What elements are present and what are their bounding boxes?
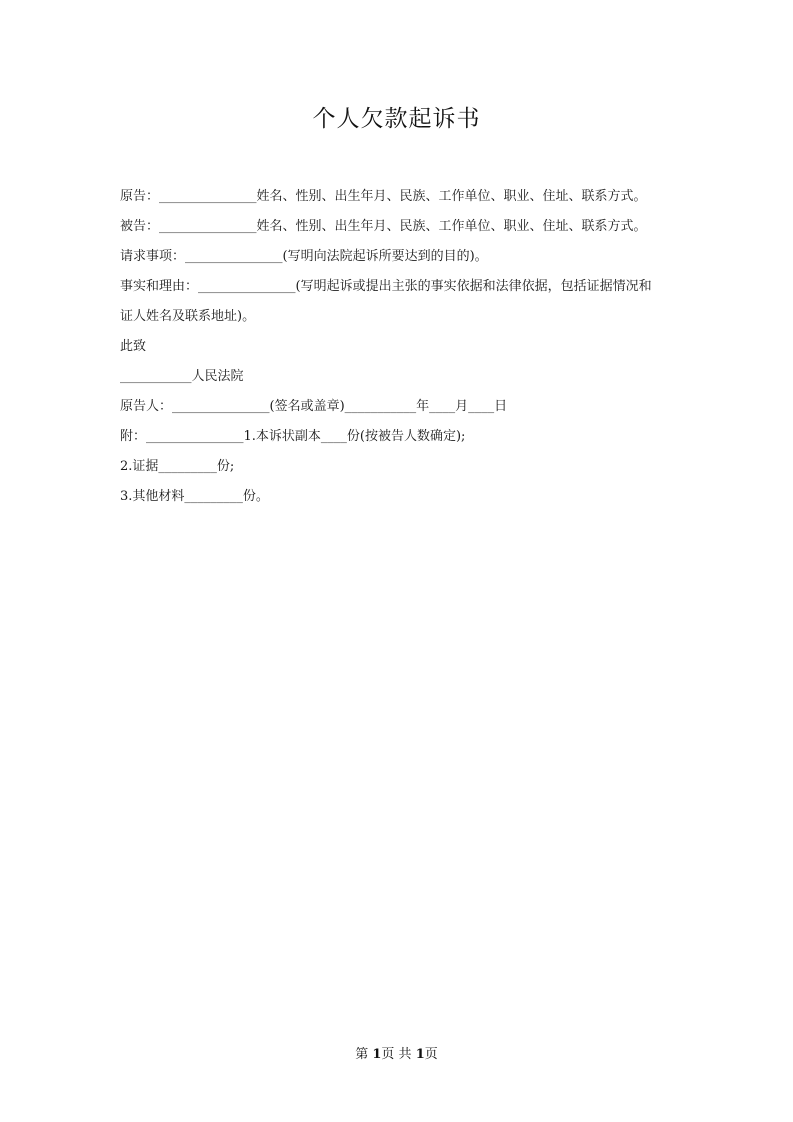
page-prefix: 第 — [355, 1047, 373, 1062]
evidence-line: 2.证据_________份; — [120, 459, 235, 474]
current-page-number: 1 — [372, 1047, 382, 1062]
claims-line: 请求事项：_______________(写明向法院起诉所要达到的目的)。 — [120, 249, 488, 264]
attachment-line: 附：_______________1.本诉状副本____份(按被告人数确定); — [120, 429, 466, 444]
document-body — [120, 182, 680, 512]
facts-reasons-continuation-line: 证人姓名及联系地址)。 — [120, 309, 256, 324]
document-title: 个人欠款起诉书 — [312, 106, 481, 132]
page-unit: 页 — [424, 1047, 438, 1062]
page-footer — [0, 1043, 793, 1062]
court-line: ___________人民法院 — [120, 369, 244, 384]
other-materials-line: 3.其他材料_________份。 — [120, 489, 269, 504]
signature-date-line: 原告人：_______________(签名或盖章)___________年____月____日 — [120, 399, 508, 414]
plaintiff-line: 原告：_______________姓名、性别、出生年月、民族、工作单位、职业、住址、联系方式。 — [120, 189, 647, 204]
facts-reasons-line: 事实和理由：_______________(写明起诉或提出主张的事实依据和法律依据，包括证据情况和 — [120, 279, 652, 294]
salutation-line: 此致 — [120, 339, 147, 354]
defendant-line: 被告：_______________姓名、性别、出生年月、民族、工作单位、职业、住址、联系方式。 — [120, 219, 647, 234]
total-page-number: 1 — [415, 1047, 425, 1062]
page-unit-total: 页 共 — [381, 1047, 416, 1062]
